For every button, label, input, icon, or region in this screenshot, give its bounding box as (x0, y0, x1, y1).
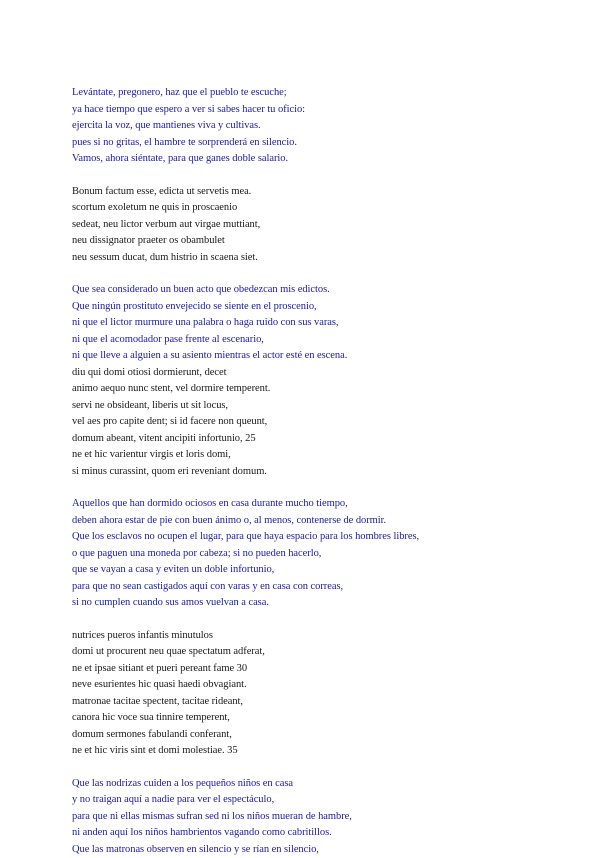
text-line: neve esurientes hic quasi haedi obvagiant. (72, 677, 600, 694)
text-line: pues si no gritas, el hambre te sorprenderá en silencio. (72, 135, 600, 152)
text-line: Que las nodrizas cuiden a los pequeños niños en casa (72, 776, 600, 793)
text-line: Levántate, pregonero, haz que el pueblo te escuche; (72, 85, 600, 102)
text-line: Que ningún prostituto envejecido se siente en el proscenio, (72, 299, 600, 316)
text-line: Vamos, ahora siéntate, para que ganes doble salario. (72, 151, 600, 168)
text-line: ni que el lictor murmure una palabra o haga ruido con sus varas, (72, 315, 600, 332)
text-line: para que no sean castigados aquí con varas y en casa con correas, (72, 579, 600, 596)
stanza-translation-1 (72, 85, 600, 168)
text-line: vel aes pro capite dent; si id facere non queunt, (72, 414, 600, 431)
text-line: deben ahora estar de pie con buen ánimo o, al menos, contenerse de dormir. (72, 513, 600, 530)
stanza-translation-3 (72, 496, 600, 612)
text-line: Aquellos que han dormido ociosos en casa durante mucho tiempo, (72, 496, 600, 513)
text-line: scortum exoletum ne quis in proscaenio (72, 200, 600, 217)
text-line: ejercita la voz, que mantienes viva y cultivas. (72, 118, 600, 135)
stanza-translation-2 (72, 282, 600, 365)
stanza-latin-3 (72, 628, 600, 760)
text-line: si no cumplen cuando sus amos vuelvan a casa. (72, 595, 600, 612)
text-line: animo aequo nunc stent, vel dormire temperent. (72, 381, 600, 398)
text-line: Que las matronas observen en silencio y se rían en silencio, (72, 842, 600, 858)
text-line: que se vayan a casa y eviten un doble infortunio, (72, 562, 600, 579)
stanza-latin-2 (72, 365, 600, 481)
stanza-latin-1 (72, 184, 600, 267)
text-line: ni anden aquí los niños hambrientos vagando como cabritillos. (72, 825, 600, 842)
text-line: para que ni ellas mismas sufran sed ni los niños mueran de hambre, (72, 809, 600, 826)
text-line: servi ne obsideant, liberis ut sit locus, (72, 398, 600, 415)
text-line: sedeat, neu lictor verbum aut virgae muttiant, (72, 217, 600, 234)
text-line: Que sea considerado un buen acto que obedezcan mis edictos. (72, 282, 600, 299)
text-line: domi ut procurent neu quae spectatum adferat, (72, 644, 600, 661)
text-line: canora hic voce sua tinnire temperent, (72, 710, 600, 727)
text-line: ne et hic viris sint et domi molestiae. 35 (72, 743, 600, 760)
text-line: ne et ipsae sitiant et pueri pereant fame 30 (72, 661, 600, 678)
text-line: nutrices pueros infantis minutulos (72, 628, 600, 645)
text-line: ni que el acomodador pase frente al escenario, (72, 332, 600, 349)
text-line: neu dissignator praeter os obambulet (72, 233, 600, 250)
text-line: ya hace tiempo que espero a ver si sabes hacer tu oficio: (72, 102, 600, 119)
text-line: o que paguen una moneda por cabeza; si no pueden hacerlo, (72, 546, 600, 563)
text-line: diu qui domi otiosi dormierunt, decet (72, 365, 600, 382)
text-line: y no traigan aquí a nadie para ver el espectáculo, (72, 792, 600, 809)
text-line: ni que lleve a alguien a su asiento mientras el actor esté en escena. (72, 348, 600, 365)
text-line: ne et hic varientur virgis et loris domi, (72, 447, 600, 464)
text-line: si minus curassint, quom eri reveniant domum. (72, 464, 600, 481)
text-line: matronae tacitae spectent, tacitae rideant, (72, 694, 600, 711)
text-line: Que los esclavos no ocupen el lugar, para que haya espacio para los hombres libres, (72, 529, 600, 546)
text-line: domum sermones fabulandi conferant, (72, 727, 600, 744)
text-line: neu sessum ducat, dum histrio in scaena siet. (72, 250, 600, 267)
text-line: Bonum factum esse, edicta ut servetis mea. (72, 184, 600, 201)
stanza-translation-4 (72, 776, 600, 858)
text-line: domum abeant, vitent ancipiti infortunio, 25 (72, 431, 600, 448)
